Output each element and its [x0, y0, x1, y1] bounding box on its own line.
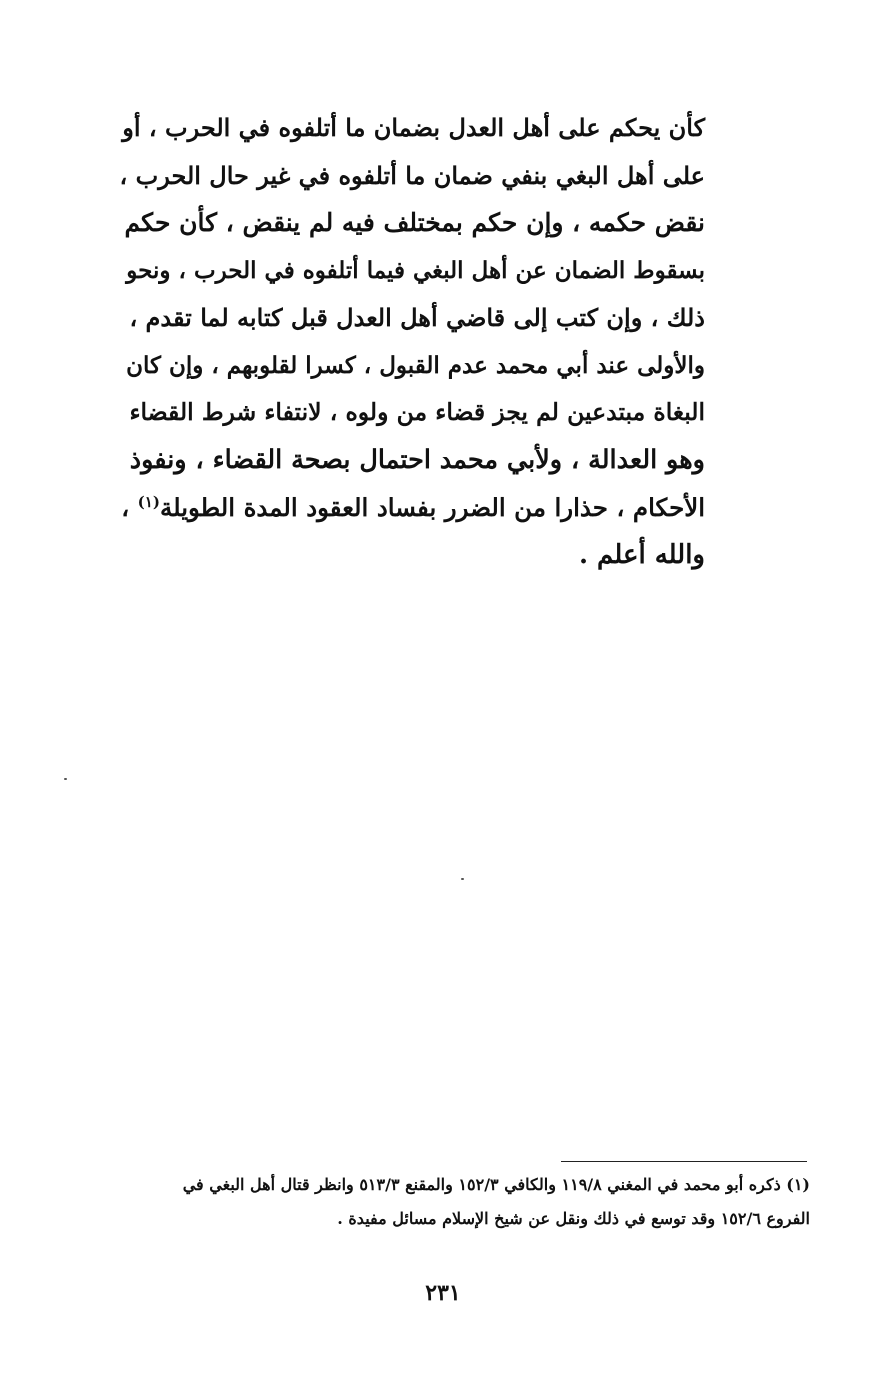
footnotes-block — [118, 1168, 810, 1236]
text-line: بسقوط الضمان عن أهل البغي فيما أتلفوه في الحرب ، ونحو — [126, 256, 705, 284]
text-line: على أهل البغي بنفي ضمان ما أتلفوه في غير حال الحرب ، — [119, 160, 705, 190]
text-line: ذلك ، وإن كتب إلى قاضي أهل العدل قبل كتابه لما تقدم ، — [129, 303, 705, 332]
footnote-divider — [561, 1161, 807, 1162]
scan-speck — [64, 778, 67, 780]
text-line: كأن يحكم على أهل العدل بضمان ما أتلفوه في الحرب ، أو — [122, 113, 705, 142]
text-line: البغاة مبتدعين لم يجز قضاء من ولوه ، لانتفاء شرط القضاء — [129, 398, 705, 426]
text-segment: ، — [121, 493, 138, 522]
scan-speck — [461, 878, 464, 880]
text-line: وهو العدالة ، ولأبي محمد احتمال بصحة القضاء ، ونفوذ — [129, 444, 705, 475]
text-line-with-footnote — [120, 484, 705, 532]
footnote-line: الفروع ١٥٢/٦ وقد توسع في ذلك ونقل عن شيخ الإسلام مسائل مفيدة . — [337, 1209, 810, 1228]
page-number: ٢٣١ — [425, 1280, 461, 1306]
footnote-reference: (١) — [137, 492, 160, 511]
text-line: والله أعلم . — [578, 539, 705, 570]
text-line: والأولى عند أبي محمد عدم القبول ، كسرا لقلوبهم ، وإن كان — [126, 351, 705, 379]
footnote-line: (١) ذكره أبو محمد في المغني ١١٩/٨ والكافي ١٥٢/٣ والمقنع ٥١٣/٣ وانظر قتال أهل البغي في — [182, 1175, 810, 1194]
text-segment: الأحكام ، حذارا من الضرر بفساد العقود المدة الطويلة — [159, 493, 705, 522]
text-line: نقض حكمه ، وإن حكم بمختلف فيه لم ينقض ، كأن حكم — [124, 208, 705, 237]
main-text-block — [120, 104, 705, 579]
